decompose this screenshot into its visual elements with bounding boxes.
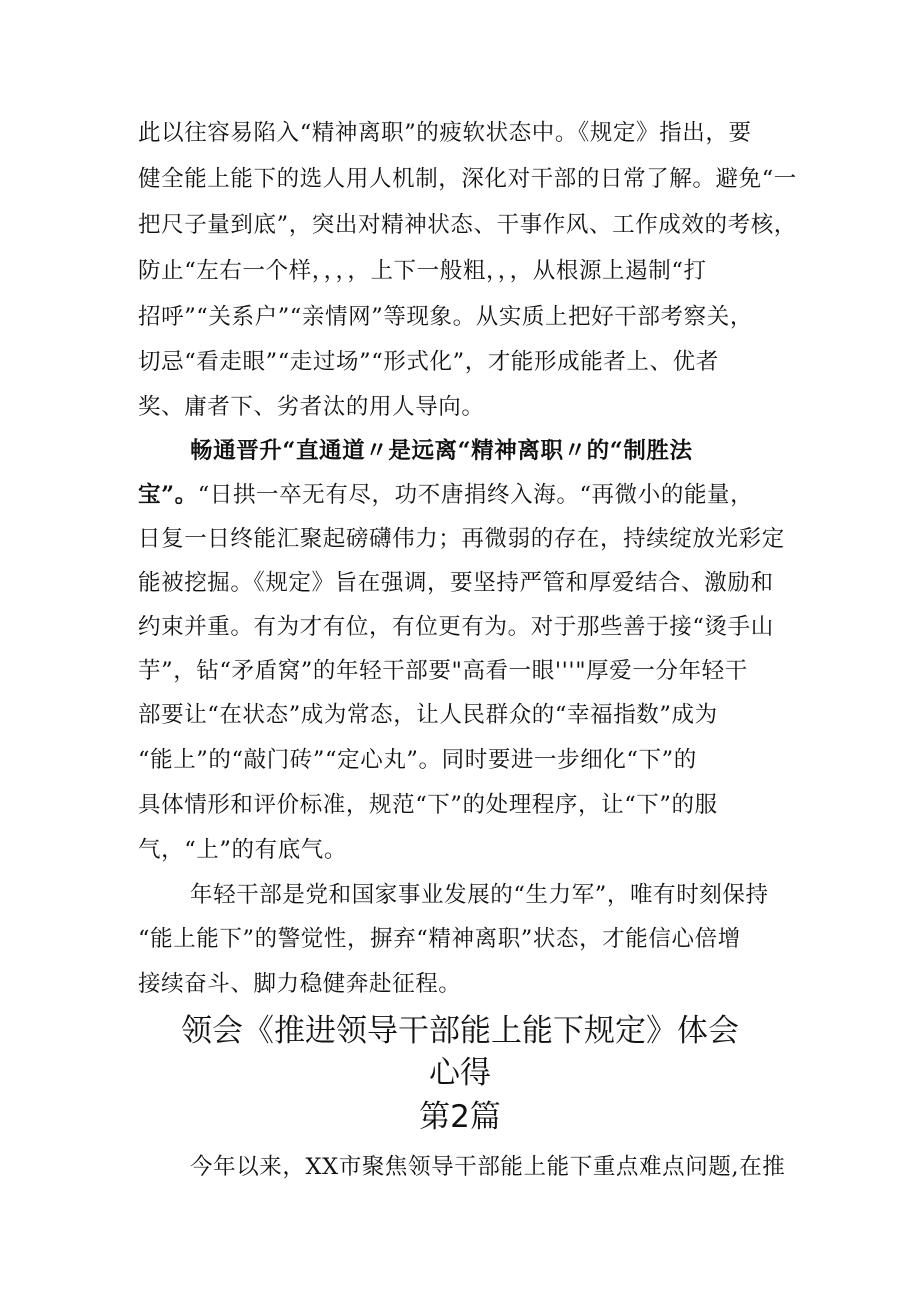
paragraph-line: 防止“左右一个样，，，，上下一般粗，，，从根源上遏制“打: [138, 258, 707, 284]
article-title-line1: 领会《推进领导干部能上能下规定》体会: [181, 1013, 739, 1049]
paragraph-line: 今年以来，XX市聚焦领导干部能上能下重点难点问题,在推: [190, 1154, 786, 1180]
paragraph-line: 年轻干部是党和国家事业发展的“生力军”，唯有时刻保持: [190, 882, 769, 908]
paragraph-line: 能被挖掘。《规定》旨在强调，要坚持严管和厚爱结合、激励和: [138, 570, 774, 596]
paragraph-line: 把尺子量到底”，突出对精神状态、干事作风、工作成效的考核，: [138, 212, 797, 238]
paragraph-line: 日复一日终能汇聚起磅礴伟力；再微弱的存在，持续绽放光彩定: [138, 526, 785, 552]
paragraph-line: “能上”的“敲门砖”“定心丸”。同时要进一步细化“下”的: [138, 747, 697, 773]
paragraph-line: 此以往容易陷入“精神离职”的疲软状态中。《规定》指出，要: [138, 120, 752, 146]
paragraph-line: 健全能上能下的选人用人机制，深化对干部的日常了解。避免“一: [138, 166, 797, 192]
paragraph-line: 气，“上”的有底气。: [138, 837, 348, 863]
chapter-heading: 第2篇: [419, 1099, 501, 1135]
paragraph-line: 部要让“在状态”成为常态，让人民群众的“幸福指数”成为: [138, 702, 718, 728]
paragraph-line: 芋”，钻“矛盾窝”的年轻干部要"高看一眼'''"厚爱一分年轻干: [138, 658, 748, 684]
paragraph-line: 具体情形和评价标准，规范“下”的处理程序，让“下”的服: [138, 792, 718, 818]
article-title-line2: 心得: [429, 1055, 491, 1091]
paragraph-line: 约束并重。有为才有位，有位更有为。对于那些善于接“烫手山: [138, 614, 774, 640]
paragraph-line: 奖、庸者下、劣者汰的用人导向。: [138, 394, 485, 420]
subheading-line: 畅通晋升“直通道〃是远离“精神离职〃的“制胜法: [190, 438, 693, 464]
subheading-tail: 宝”。: [138, 482, 198, 508]
paragraph-line: 接续奋斗、脚力稳健奔赴征程。: [138, 971, 462, 997]
paragraph-line: [138, 480, 753, 510]
paragraph-line: 招呼”“关系户”“亲情网”等现象。从实质上把好干部考察关，: [138, 304, 753, 330]
paragraph-text: “日拱一卒无有尽，功不唐捐终入海。“再微小的能量，: [197, 482, 754, 508]
paragraph-line: “能上能下”的警觉性，摒弃“精神离职”状态，才能信心倍增: [138, 926, 741, 952]
paragraph-line: 切忌“看走眼”“走过场”“形式化”，才能形成能者上、优者: [138, 349, 719, 375]
